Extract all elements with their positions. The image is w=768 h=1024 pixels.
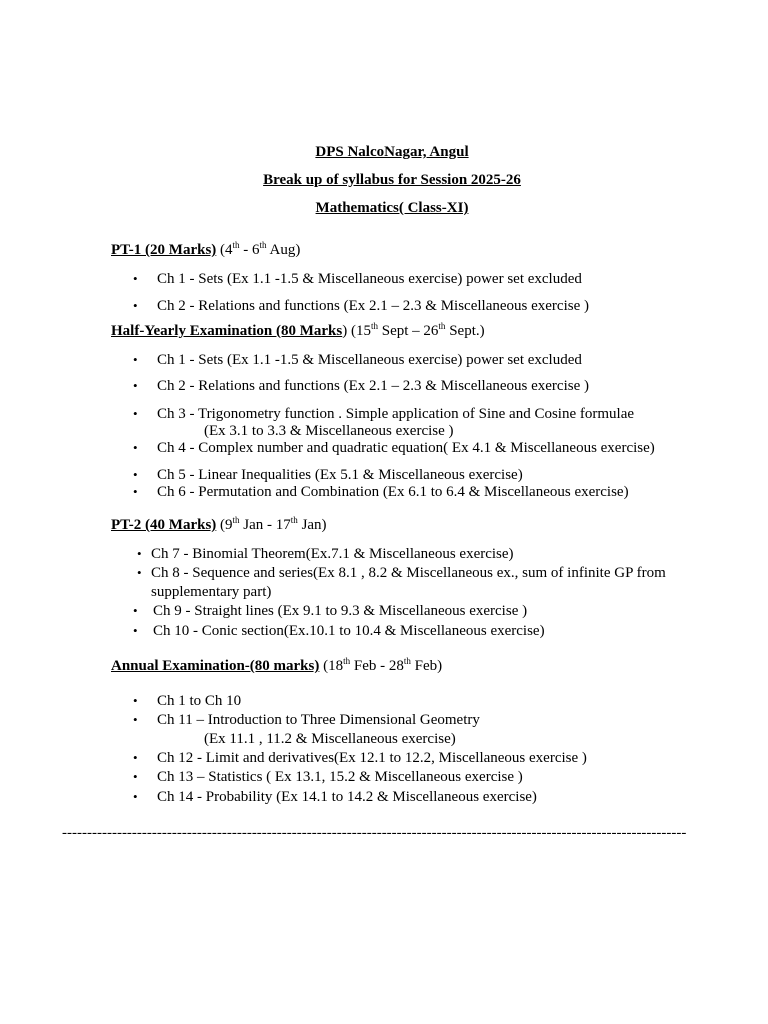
list-item-text: Ch 7 - Binomial Theorem(Ex.7.1 & Miscellaneous exercise) (151, 546, 514, 562)
bullet-icon: • (133, 352, 138, 367)
school-name: DPS NalcoNagar, Angul (315, 144, 469, 160)
pt1-title: PT-1 (20 Marks) (111, 242, 217, 258)
bullet-icon: • (133, 623, 138, 638)
list-item-text: Ch 6 - Permutation and Combination (Ex 6.1 to 6.4 & Miscellaneous exercise) (157, 484, 629, 500)
half-yearly-sup1: th (370, 321, 378, 331)
pt1-sup1: th (232, 240, 240, 250)
pt1-date-post: Aug) (266, 242, 301, 258)
session-title: Break up of syllabus for Session 2025-26 (263, 172, 521, 188)
half-yearly-date-pre: ) (15 (342, 323, 371, 339)
bullet-icon: • (133, 603, 138, 618)
bullet-icon: • (133, 484, 138, 499)
annual-heading (111, 657, 442, 675)
bullet-icon: • (133, 440, 138, 455)
bullet-icon: • (133, 271, 138, 286)
pt2-date-mid: Jan - 17 (239, 517, 291, 533)
dashed-separator: ----------------------------------------------------------------------------------------------------------------------------- (62, 825, 687, 841)
half-yearly-date-post: Sept.) (445, 323, 485, 339)
pt2-date-post: Jan) (297, 517, 327, 533)
bullet-icon: • (133, 406, 138, 421)
annual-sup2: th (403, 656, 411, 666)
pt1-heading (111, 241, 300, 259)
annual-date-post: Feb) (410, 658, 443, 674)
list-item-text: Ch 13 – Statistics ( Ex 13.1, 15.2 & Miscellaneous exercise ) (157, 769, 523, 785)
bullet-icon: • (133, 789, 138, 804)
half-yearly-sup2: th (438, 321, 446, 331)
pt1-sup2: th (259, 240, 267, 250)
list-item-text: Ch 4 - Complex number and quadratic equation( Ex 4.1 & Miscellaneous exercise) (157, 440, 655, 456)
list-item-text: Ch 14 - Probability (Ex 14.1 to 14.2 & Miscellaneous exercise) (157, 789, 537, 805)
annual-title: Annual Examination-(80 marks) (111, 658, 320, 674)
bullet-icon: • (133, 769, 138, 784)
list-item-text: Ch 3 - Trigonometry function . Simple application of Sine and Cosine formulae (157, 406, 635, 422)
bullet-icon: • (137, 565, 142, 580)
list-item-subtext: supplementary part) (151, 584, 272, 600)
annual-sup1: th (343, 656, 351, 666)
bullet-icon: • (133, 712, 138, 727)
list-item-text: Ch 2 - Relations and functions (Ex 2.1 – 2.3 & Miscellaneous exercise ) (157, 298, 589, 314)
annual-date-mid: Feb - 28 (350, 658, 404, 674)
bullet-icon: • (133, 298, 138, 313)
pt2-sup1: th (232, 515, 240, 525)
pt2-title: PT-2 (40 Marks) (111, 517, 217, 533)
bullet-icon: • (133, 378, 138, 393)
list-item-text: Ch 2 - Relations and functions (Ex 2.1 – 2.3 & Miscellaneous exercise ) (157, 378, 589, 394)
subject-title: Mathematics( Class-XI) (315, 200, 469, 216)
pt2-heading (111, 516, 327, 534)
list-item-text: Ch 12 - Limit and derivatives(Ex 12.1 to 12.2, Miscellaneous exercise ) (157, 750, 587, 766)
pt2-date-pre: (9 (216, 517, 233, 533)
list-item-text: Ch 10 - Conic section(Ex.10.1 to 10.4 & Miscellaneous exercise) (153, 623, 545, 639)
list-item-text: Ch 1 - Sets (Ex 1.1 -1.5 & Miscellaneous exercise) power set excluded (157, 352, 582, 368)
half-yearly-title: Half-Yearly Examination (80 Marks (111, 323, 343, 339)
annual-date-pre: (18 (319, 658, 344, 674)
list-item-text: Ch 1 - Sets (Ex 1.1 -1.5 & Miscellaneous exercise) power set excluded (157, 271, 582, 287)
pt1-date-mid: - 6 (239, 242, 260, 258)
half-yearly-date-mid: Sept – 26 (378, 323, 439, 339)
list-item-text: Ch 1 to Ch 10 (157, 693, 242, 709)
list-item-text: Ch 5 - Linear Inequalities (Ex 5.1 & Miscellaneous exercise) (157, 467, 523, 483)
pt1-date-pre: (4 (216, 242, 233, 258)
bullet-icon: • (133, 467, 138, 482)
list-item-subtext: (Ex 11.1 , 11.2 & Miscellaneous exercise) (204, 731, 456, 747)
bullet-icon: • (133, 693, 138, 708)
half-yearly-heading (111, 322, 485, 340)
list-item-text: Ch 9 - Straight lines (Ex 9.1 to 9.3 & Miscellaneous exercise ) (153, 603, 528, 619)
list-item-text: Ch 8 - Sequence and series(Ex 8.1 , 8.2 & Miscellaneous ex., sum of infinite GP from (151, 565, 666, 581)
pt2-sup2: th (290, 515, 298, 525)
list-item-text: Ch 11 – Introduction to Three Dimensional Geometry (157, 712, 480, 728)
list-item-subtext: (Ex 3.1 to 3.3 & Miscellaneous exercise ) (204, 423, 454, 439)
bullet-icon: • (133, 750, 138, 765)
bullet-icon: • (137, 546, 142, 561)
